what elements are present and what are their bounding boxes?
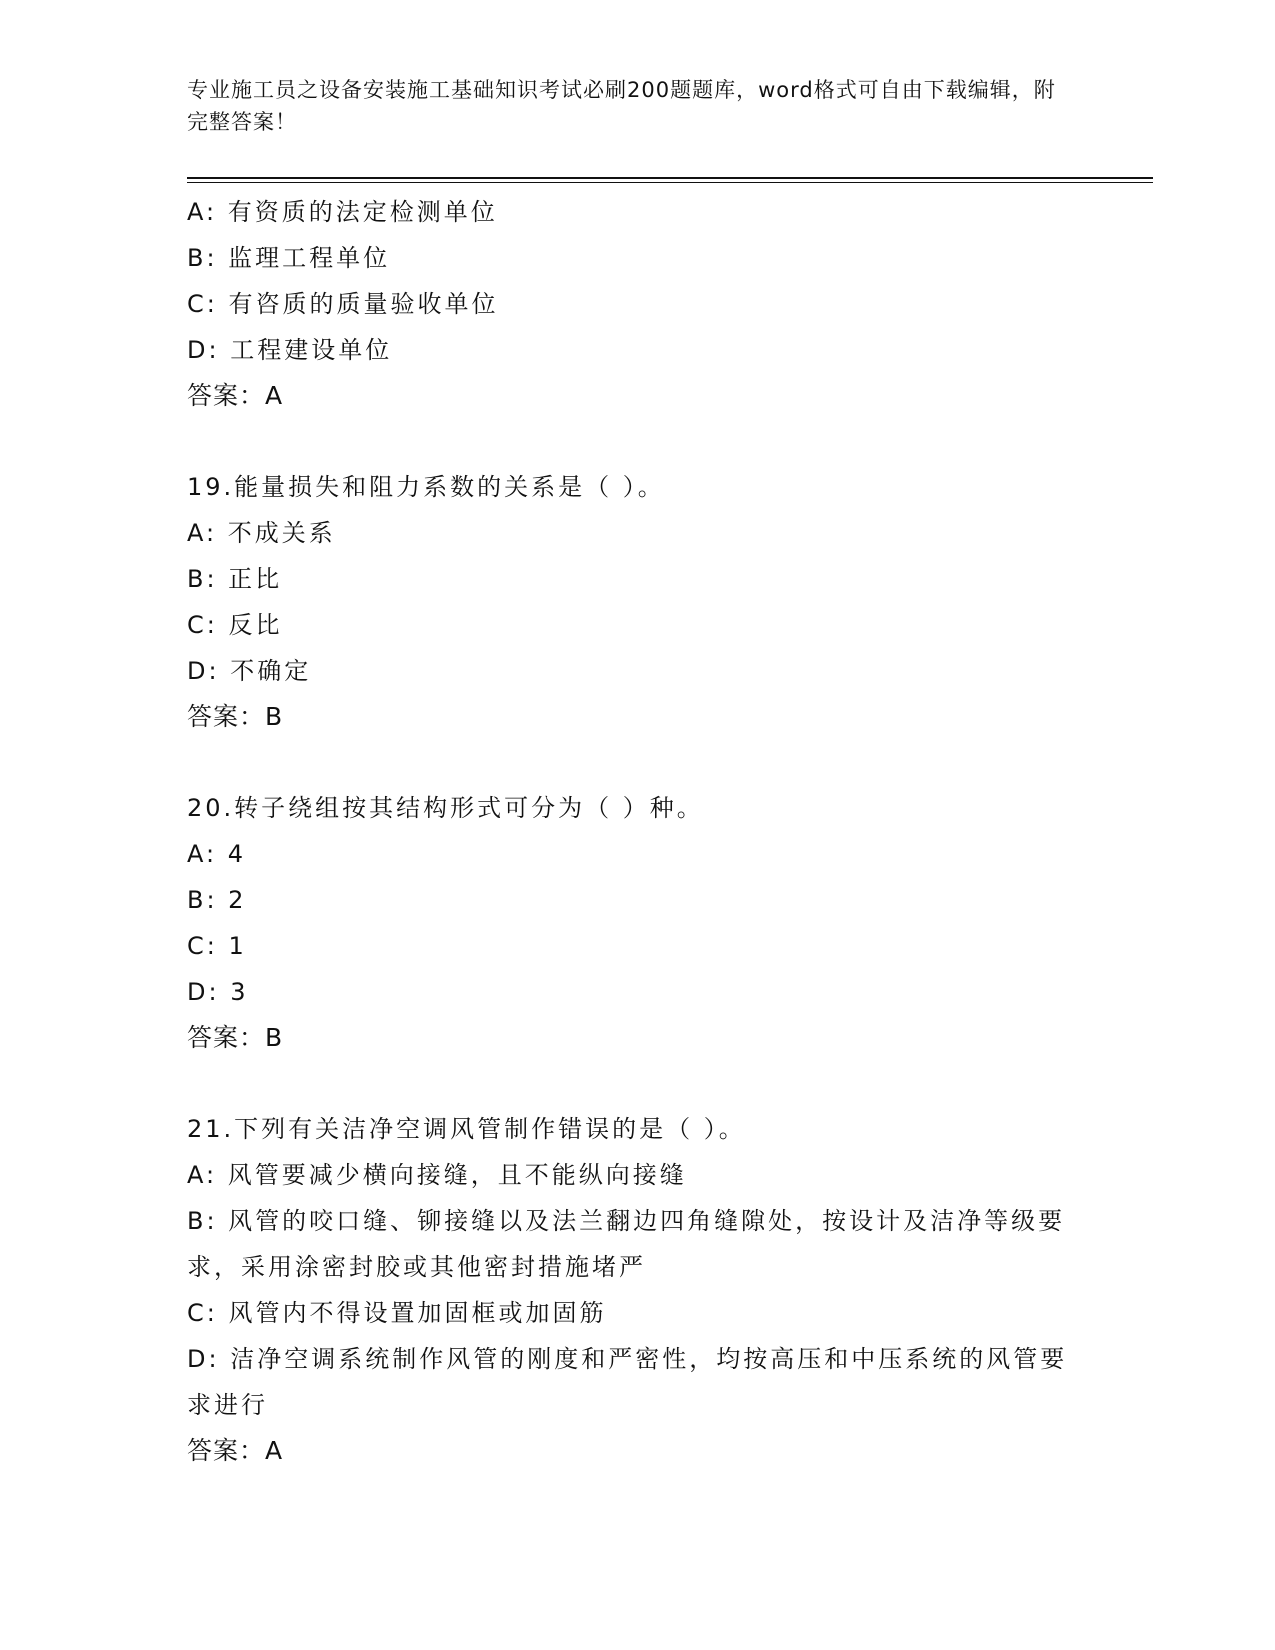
question-text: 19.能量损失和阻力系数的关系是（ ）。 <box>187 473 665 501</box>
option-b: B: 监理工程单位 <box>187 244 391 272</box>
option-c: C: 风管内不得设置加固框或加固筋 <box>187 1299 607 1327</box>
header-divider-thin <box>187 182 1153 183</box>
answer: 答案：A <box>187 1436 284 1465</box>
option-a: A: 4 <box>187 840 246 868</box>
option-b: B: 正比 <box>187 565 283 593</box>
document-header: 专业施工员之设备安装施工基础知识考试必刷200题题库，word格式可自由下载编辑，附完整答案！ <box>187 78 1056 134</box>
answer: 答案：B <box>187 1023 284 1052</box>
question-text: 20.转子绕组按其结构形式可分为（ ）种。 <box>187 794 704 822</box>
option-a: A: 风管要减少横向接缝，且不能纵向接缝 <box>187 1161 687 1189</box>
option-a: A: 不成关系 <box>187 519 336 547</box>
option-d: D: 3 <box>187 978 249 1006</box>
question-list <box>187 189 1077 1474</box>
spacer <box>187 419 1077 464</box>
option-a: A: 有资质的法定检测单位 <box>187 198 498 226</box>
header-divider-thick <box>187 177 1153 179</box>
answer: 答案：A <box>187 381 284 410</box>
option-c: C: 有咨质的质量验收单位 <box>187 290 499 318</box>
option-d: D: 工程建设单位 <box>187 336 393 364</box>
question-20 <box>187 785 1077 1061</box>
answer: 答案：B <box>187 702 284 731</box>
spacer <box>187 1061 1077 1106</box>
option-c: C: 反比 <box>187 611 283 639</box>
question-19 <box>187 464 1077 740</box>
option-b: B: 风管的咬口缝、铆接缝以及法兰翻边四角缝隙处，按设计及洁净等级要求，采用涂密封胶或其他密封措施堵严 <box>187 1207 1066 1281</box>
option-b: B: 2 <box>187 886 247 914</box>
option-d: D: 不确定 <box>187 657 312 685</box>
option-c: C: 1 <box>187 932 247 960</box>
spacer <box>187 740 1077 785</box>
question-21 <box>187 1106 1077 1474</box>
option-d: D: 洁净空调系统制作风管的刚度和严密性，均按高压和中压系统的风管要求进行 <box>187 1345 1068 1419</box>
question-text: 21.下列有关洁净空调风管制作错误的是（ ）。 <box>187 1115 746 1143</box>
question-18-partial <box>187 189 1077 419</box>
